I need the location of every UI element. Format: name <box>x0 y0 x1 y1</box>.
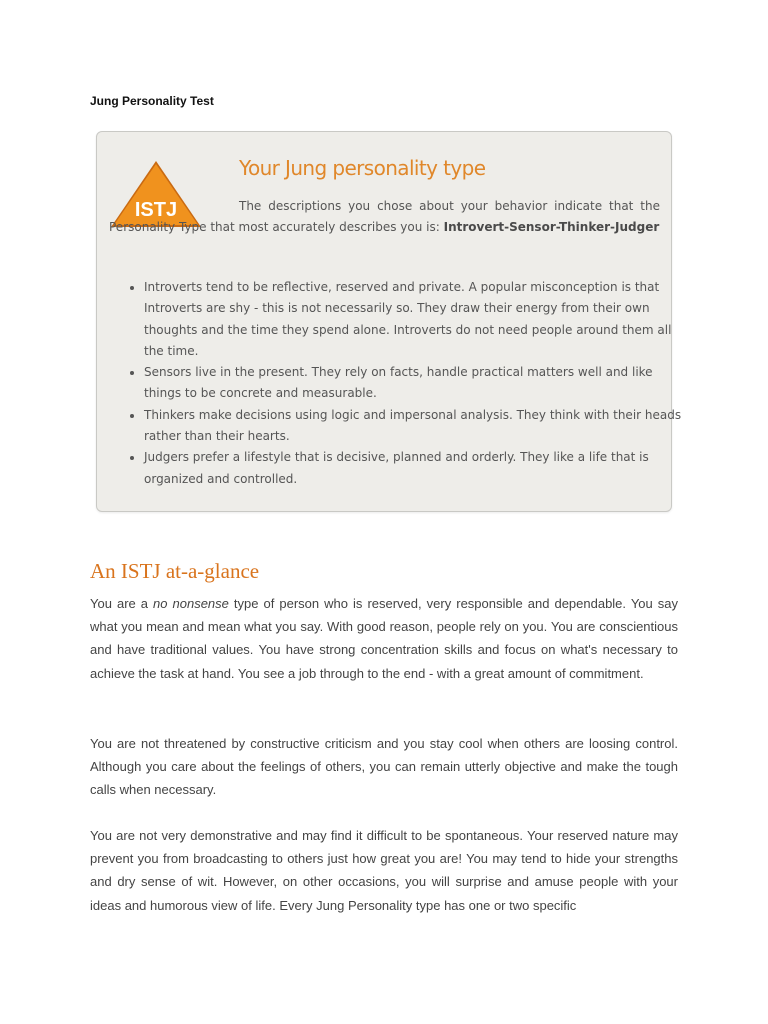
paragraph-1 <box>90 592 678 685</box>
type-intro-text: The descriptions you chose about your behavior indicate that the Personality Type that most accurately describes you is: <box>109 199 660 234</box>
section-heading: An ISTJ at-a-glance <box>90 559 260 583</box>
badge-label: ISTJ <box>134 199 178 221</box>
paragraph-3: You are not very demonstrative and may find it difficult to be spontaneous. Your reserved nature may prevent you from broadcasting to others just how great you are! You may tend to hide your strengths and dry sense of wit. However, on other occasions, you will surprise and amuse people with your ideas and humorous view of life. Every Jung Personality type has one or two specific <box>90 828 678 913</box>
document-title: Jung Personality Test <box>90 94 214 108</box>
personality-result-card <box>96 131 682 512</box>
trait-introvert: • Introverts tend to be reflective, reserved and private. A popular misconception is that Introverts are shy - this is not necessarily so. They draw their energy from their own thoughts and the time they spend alone. Introverts do not need people around them all the time. <box>144 277 684 362</box>
paragraph-2: You are not threatened by constructive criticism and you stay cool when others are loosing control. Although you care about the feelings of others, you can remain utterly objective and make the tough calls when necessary. <box>90 736 678 798</box>
paragraph-1-rest: type of person who is reserved, very responsible and dependable. You say what you mean and mean what you say. With good reason, people rely on you. You are conscientious and have traditional values. You have strong concentration skills and focus on what's necessary to achieve the task at hand. You see a job through to the end - with a great amount of commitment. <box>90 596 679 681</box>
paragraph-1-start: You are a <box>90 596 154 611</box>
trait-judger: • Judgers prefer a lifestyle that is decisive, planned and orderly. They like a life that is organized and controlled. <box>144 447 684 490</box>
trait-sensor: • Sensors live in the present. They rely on facts, handle practical matters well and like things to be concrete and measurable. <box>144 362 684 405</box>
trait-list <box>125 277 684 490</box>
trait-thinker: • Thinkers make decisions using logic and impersonal analysis. They think with their heads rather than their hearts. <box>144 405 684 448</box>
paragraph-1-emphasis: no nonsense <box>153 596 229 611</box>
type-description <box>109 196 660 238</box>
card-heading: Your Jung personality type <box>239 156 486 180</box>
type-name: Introvert-Sensor-Thinker-Judger <box>443 220 660 234</box>
